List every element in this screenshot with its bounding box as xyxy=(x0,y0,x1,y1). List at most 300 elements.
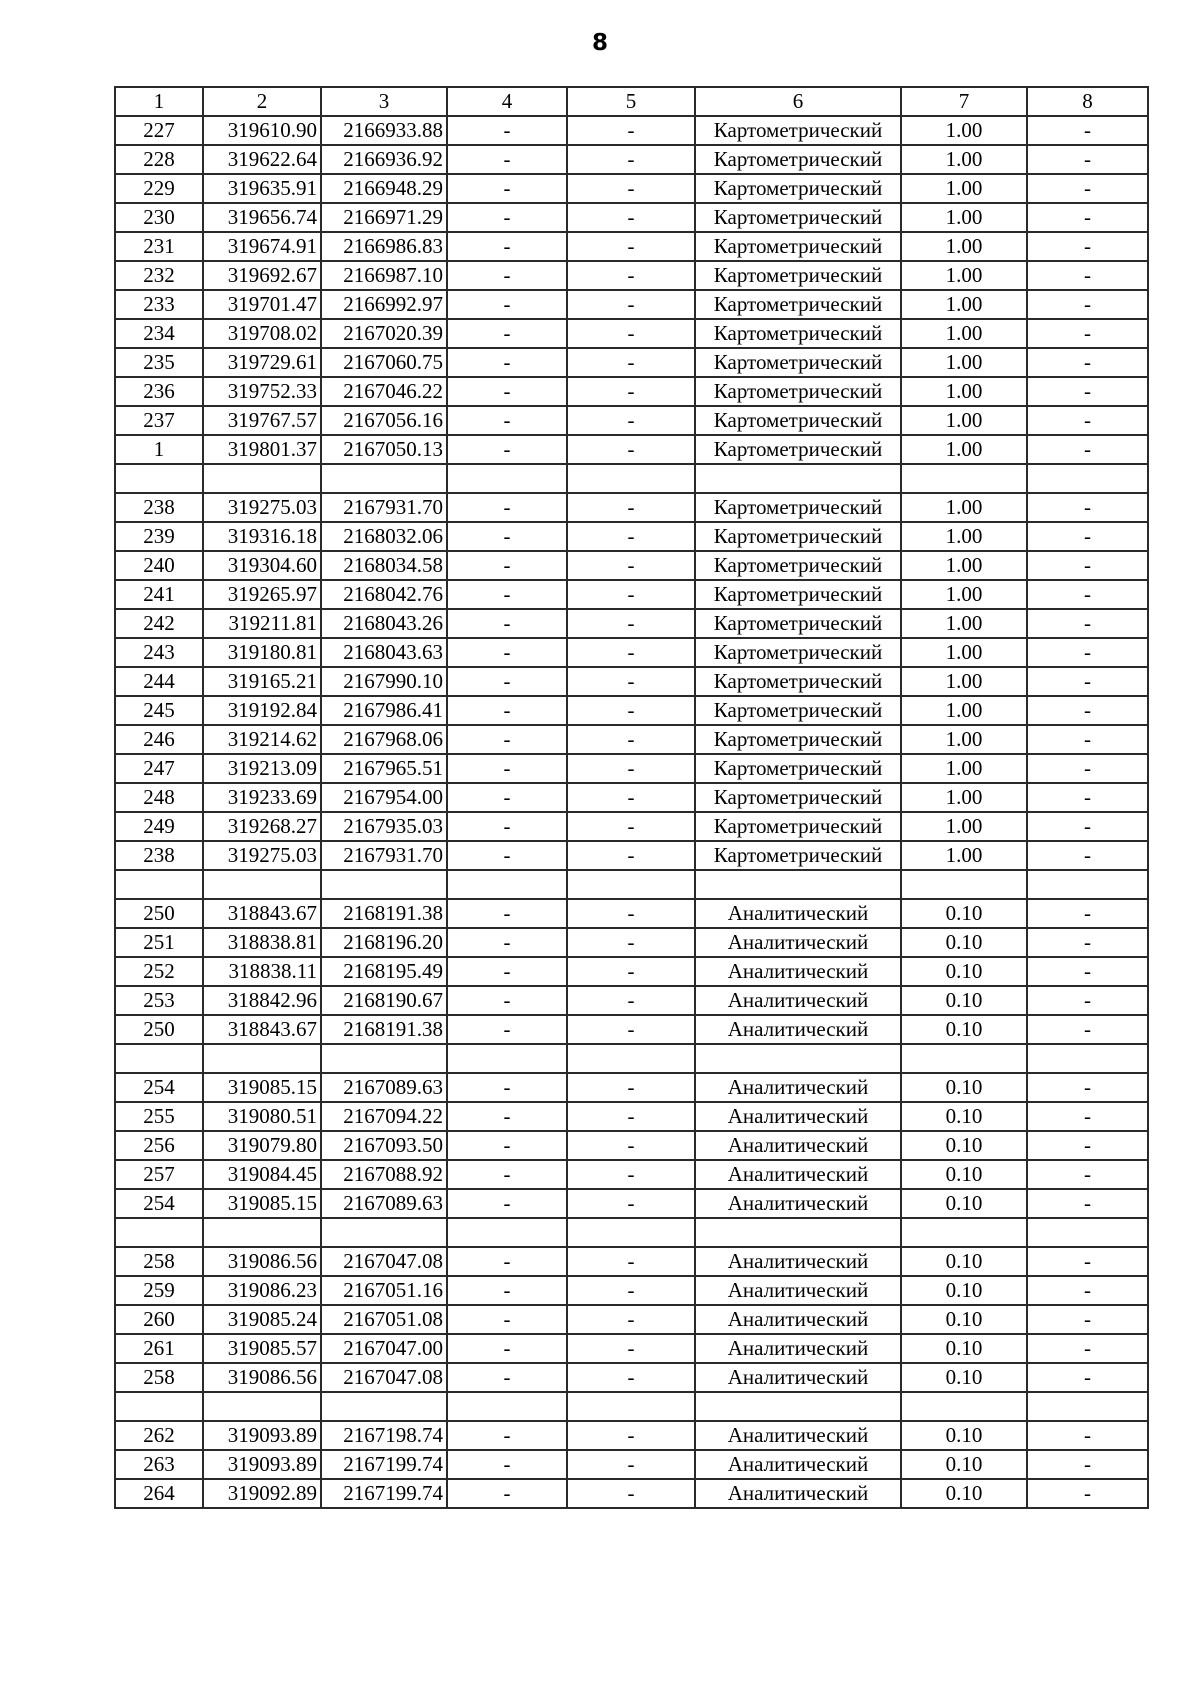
table-row xyxy=(115,1015,1148,1044)
col8-cell: - xyxy=(1027,783,1148,812)
accuracy-cell xyxy=(901,870,1027,899)
col4-cell: - xyxy=(447,435,567,464)
col4-cell: - xyxy=(447,232,567,261)
col8-cell: - xyxy=(1027,1102,1148,1131)
col4-cell: - xyxy=(447,1363,567,1392)
accuracy-cell: 1.00 xyxy=(901,232,1027,261)
col8-cell: - xyxy=(1027,1479,1148,1508)
point-number-cell: 236 xyxy=(115,377,203,406)
col8-cell: - xyxy=(1027,696,1148,725)
col4-cell: - xyxy=(447,1015,567,1044)
col4-cell: - xyxy=(447,174,567,203)
col4-cell: - xyxy=(447,1189,567,1218)
point-number-cell: 239 xyxy=(115,522,203,551)
point-number-cell: 242 xyxy=(115,609,203,638)
col5-cell: - xyxy=(567,754,695,783)
col5-cell: - xyxy=(567,348,695,377)
col4-cell: - xyxy=(447,1334,567,1363)
point-number-cell: 238 xyxy=(115,841,203,870)
col5-cell: - xyxy=(567,203,695,232)
accuracy-cell: 0.10 xyxy=(901,1015,1027,1044)
accuracy-cell: 0.10 xyxy=(901,1450,1027,1479)
x-coordinate-cell: 319622.64 xyxy=(203,145,321,174)
method-cell: Аналитический xyxy=(695,986,901,1015)
col8-cell: - xyxy=(1027,1276,1148,1305)
y-coordinate-cell: 2167965.51 xyxy=(321,754,447,783)
point-number-cell xyxy=(115,870,203,899)
x-coordinate-cell: 319085.15 xyxy=(203,1073,321,1102)
col4-cell: - xyxy=(447,290,567,319)
accuracy-cell: 1.00 xyxy=(901,638,1027,667)
col4-cell: - xyxy=(447,1073,567,1102)
accuracy-cell: 1.00 xyxy=(901,261,1027,290)
table-row xyxy=(115,1131,1148,1160)
table-row xyxy=(115,377,1148,406)
col8-cell xyxy=(1027,1044,1148,1073)
point-number-cell: 233 xyxy=(115,290,203,319)
x-coordinate-cell: 319213.09 xyxy=(203,754,321,783)
accuracy-cell xyxy=(901,464,1027,493)
point-number-cell: 228 xyxy=(115,145,203,174)
x-coordinate-cell: 319192.84 xyxy=(203,696,321,725)
col5-cell: - xyxy=(567,667,695,696)
accuracy-cell: 1.00 xyxy=(901,696,1027,725)
table-row xyxy=(115,464,1148,493)
table-row xyxy=(115,1450,1148,1479)
y-coordinate-cell: 2166986.83 xyxy=(321,232,447,261)
col8-cell xyxy=(1027,1218,1148,1247)
x-coordinate-cell: 319233.69 xyxy=(203,783,321,812)
point-number-cell: 255 xyxy=(115,1102,203,1131)
method-cell: Картометрический xyxy=(695,696,901,725)
table-row xyxy=(115,406,1148,435)
point-number-cell: 244 xyxy=(115,667,203,696)
col8-cell: - xyxy=(1027,957,1148,986)
col4-cell: - xyxy=(447,1421,567,1450)
table-row xyxy=(115,1044,1148,1073)
col5-cell: - xyxy=(567,1334,695,1363)
column-header: 6 xyxy=(695,87,901,116)
point-number-cell: 258 xyxy=(115,1363,203,1392)
table-row xyxy=(115,812,1148,841)
col4-cell: - xyxy=(447,754,567,783)
x-coordinate-cell xyxy=(203,870,321,899)
method-cell: Аналитический xyxy=(695,1247,901,1276)
point-number-cell xyxy=(115,1392,203,1421)
method-cell: Аналитический xyxy=(695,1160,901,1189)
col5-cell: - xyxy=(567,232,695,261)
x-coordinate-cell: 319085.57 xyxy=(203,1334,321,1363)
col5-cell: - xyxy=(567,696,695,725)
col8-cell: - xyxy=(1027,1131,1148,1160)
col5-cell: - xyxy=(567,435,695,464)
accuracy-cell: 1.00 xyxy=(901,609,1027,638)
col8-cell: - xyxy=(1027,116,1148,145)
y-coordinate-cell: 2167968.06 xyxy=(321,725,447,754)
column-header: 4 xyxy=(447,87,567,116)
table-row xyxy=(115,1334,1148,1363)
method-cell: Картометрический xyxy=(695,841,901,870)
y-coordinate-cell: 2168042.76 xyxy=(321,580,447,609)
accuracy-cell: 1.00 xyxy=(901,783,1027,812)
method-cell: Картометрический xyxy=(695,145,901,174)
col4-cell xyxy=(447,870,567,899)
method-cell: Картометрический xyxy=(695,609,901,638)
x-coordinate-cell: 319275.03 xyxy=(203,493,321,522)
accuracy-cell: 0.10 xyxy=(901,1073,1027,1102)
col8-cell xyxy=(1027,1392,1148,1421)
col5-cell: - xyxy=(567,1015,695,1044)
column-header: 2 xyxy=(203,87,321,116)
table-row xyxy=(115,1102,1148,1131)
y-coordinate-cell: 2167020.39 xyxy=(321,319,447,348)
col8-cell: - xyxy=(1027,1015,1148,1044)
method-cell: Картометрический xyxy=(695,348,901,377)
point-number-cell: 251 xyxy=(115,928,203,957)
col5-cell: - xyxy=(567,928,695,957)
x-coordinate-cell: 319085.15 xyxy=(203,1189,321,1218)
col4-cell: - xyxy=(447,551,567,580)
col4-cell: - xyxy=(447,377,567,406)
col8-cell: - xyxy=(1027,348,1148,377)
method-cell xyxy=(695,1218,901,1247)
col5-cell: - xyxy=(567,493,695,522)
accuracy-cell: 0.10 xyxy=(901,899,1027,928)
col5-cell: - xyxy=(567,580,695,609)
col5-cell: - xyxy=(567,551,695,580)
col8-cell: - xyxy=(1027,725,1148,754)
x-coordinate-cell xyxy=(203,464,321,493)
method-cell: Аналитический xyxy=(695,1073,901,1102)
col8-cell: - xyxy=(1027,1450,1148,1479)
table-row xyxy=(115,1073,1148,1102)
col4-cell: - xyxy=(447,638,567,667)
y-coordinate-cell: 2167954.00 xyxy=(321,783,447,812)
method-cell: Аналитический xyxy=(695,1479,901,1508)
col5-cell: - xyxy=(567,812,695,841)
table-row xyxy=(115,551,1148,580)
col5-cell xyxy=(567,1218,695,1247)
col4-cell: - xyxy=(447,667,567,696)
accuracy-cell xyxy=(901,1218,1027,1247)
x-coordinate-cell: 319304.60 xyxy=(203,551,321,580)
y-coordinate-cell: 2167990.10 xyxy=(321,667,447,696)
accuracy-cell: 0.10 xyxy=(901,1160,1027,1189)
y-coordinate-cell: 2167047.08 xyxy=(321,1363,447,1392)
y-coordinate-cell xyxy=(321,464,447,493)
col8-cell: - xyxy=(1027,1189,1148,1218)
x-coordinate-cell: 319701.47 xyxy=(203,290,321,319)
col4-cell: - xyxy=(447,928,567,957)
point-number-cell: 231 xyxy=(115,232,203,261)
accuracy-cell: 1.00 xyxy=(901,725,1027,754)
col4-cell: - xyxy=(447,348,567,377)
accuracy-cell: 0.10 xyxy=(901,1247,1027,1276)
table-row xyxy=(115,116,1148,145)
accuracy-cell: 0.10 xyxy=(901,1479,1027,1508)
col5-cell xyxy=(567,1044,695,1073)
col4-cell: - xyxy=(447,1160,567,1189)
accuracy-cell xyxy=(901,1392,1027,1421)
accuracy-cell: 0.10 xyxy=(901,1305,1027,1334)
y-coordinate-cell: 2167935.03 xyxy=(321,812,447,841)
col5-cell xyxy=(567,464,695,493)
point-number-cell: 263 xyxy=(115,1450,203,1479)
method-cell: Аналитический xyxy=(695,1102,901,1131)
y-coordinate-cell: 2166936.92 xyxy=(321,145,447,174)
col5-cell: - xyxy=(567,116,695,145)
col8-cell: - xyxy=(1027,174,1148,203)
method-cell: Картометрический xyxy=(695,435,901,464)
y-coordinate-cell: 2167060.75 xyxy=(321,348,447,377)
col8-cell: - xyxy=(1027,493,1148,522)
col5-cell: - xyxy=(567,377,695,406)
point-number-cell: 257 xyxy=(115,1160,203,1189)
method-cell: Аналитический xyxy=(695,1421,901,1450)
col5-cell: - xyxy=(567,841,695,870)
table-row xyxy=(115,1305,1148,1334)
method-cell: Аналитический xyxy=(695,1015,901,1044)
col5-cell: - xyxy=(567,261,695,290)
accuracy-cell: 1.00 xyxy=(901,319,1027,348)
table-row xyxy=(115,1421,1148,1450)
table-row xyxy=(115,1218,1148,1247)
y-coordinate-cell: 2167094.22 xyxy=(321,1102,447,1131)
x-coordinate-cell: 319084.45 xyxy=(203,1160,321,1189)
x-coordinate-cell: 319080.51 xyxy=(203,1102,321,1131)
col5-cell: - xyxy=(567,638,695,667)
method-cell: Картометрический xyxy=(695,638,901,667)
table-row xyxy=(115,1479,1148,1508)
col4-cell: - xyxy=(447,319,567,348)
col8-cell: - xyxy=(1027,435,1148,464)
table-row xyxy=(115,609,1148,638)
method-cell: Аналитический xyxy=(695,1450,901,1479)
accuracy-cell: 1.00 xyxy=(901,667,1027,696)
col4-cell xyxy=(447,1044,567,1073)
table-row xyxy=(115,174,1148,203)
col8-cell xyxy=(1027,464,1148,493)
point-number-cell: 234 xyxy=(115,319,203,348)
accuracy-cell xyxy=(901,1044,1027,1073)
method-cell xyxy=(695,464,901,493)
y-coordinate-cell: 2167089.63 xyxy=(321,1189,447,1218)
col4-cell: - xyxy=(447,406,567,435)
col5-cell: - xyxy=(567,1189,695,1218)
col4-cell: - xyxy=(447,725,567,754)
accuracy-cell: 0.10 xyxy=(901,957,1027,986)
col4-cell: - xyxy=(447,261,567,290)
method-cell: Картометрический xyxy=(695,406,901,435)
accuracy-cell: 0.10 xyxy=(901,1189,1027,1218)
method-cell: Картометрический xyxy=(695,174,901,203)
accuracy-cell: 1.00 xyxy=(901,522,1027,551)
col8-cell: - xyxy=(1027,377,1148,406)
accuracy-cell: 1.00 xyxy=(901,290,1027,319)
method-cell: Аналитический xyxy=(695,1363,901,1392)
table-row xyxy=(115,145,1148,174)
table-row xyxy=(115,638,1148,667)
table-row xyxy=(115,1160,1148,1189)
x-coordinate-cell xyxy=(203,1044,321,1073)
col8-cell xyxy=(1027,870,1148,899)
table-row xyxy=(115,261,1148,290)
col5-cell: - xyxy=(567,899,695,928)
header-row xyxy=(115,87,1148,116)
point-number-cell: 245 xyxy=(115,696,203,725)
table-row xyxy=(115,1189,1148,1218)
x-coordinate-cell: 319275.03 xyxy=(203,841,321,870)
col8-cell: - xyxy=(1027,899,1148,928)
y-coordinate-cell: 2167199.74 xyxy=(321,1450,447,1479)
x-coordinate-cell: 319610.90 xyxy=(203,116,321,145)
x-coordinate-cell: 319752.33 xyxy=(203,377,321,406)
y-coordinate-cell: 2168043.26 xyxy=(321,609,447,638)
col8-cell: - xyxy=(1027,812,1148,841)
col4-cell: - xyxy=(447,609,567,638)
column-header: 5 xyxy=(567,87,695,116)
y-coordinate-cell: 2168190.67 xyxy=(321,986,447,1015)
method-cell: Картометрический xyxy=(695,261,901,290)
x-coordinate-cell: 319656.74 xyxy=(203,203,321,232)
table-row xyxy=(115,522,1148,551)
accuracy-cell: 0.10 xyxy=(901,1276,1027,1305)
y-coordinate-cell: 2167088.92 xyxy=(321,1160,447,1189)
col8-cell: - xyxy=(1027,1421,1148,1450)
page-number: 8 xyxy=(591,30,608,56)
col4-cell: - xyxy=(447,1102,567,1131)
method-cell xyxy=(695,1392,901,1421)
table-row xyxy=(115,493,1148,522)
x-coordinate-cell: 319165.21 xyxy=(203,667,321,696)
col4-cell xyxy=(447,1392,567,1421)
col5-cell: - xyxy=(567,1102,695,1131)
point-number-cell: 252 xyxy=(115,957,203,986)
method-cell: Картометрический xyxy=(695,812,901,841)
x-coordinate-cell: 319674.91 xyxy=(203,232,321,261)
col4-cell: - xyxy=(447,696,567,725)
y-coordinate-cell: 2168191.38 xyxy=(321,1015,447,1044)
table-row xyxy=(115,232,1148,261)
table-row xyxy=(115,348,1148,377)
table-row xyxy=(115,957,1148,986)
col8-cell: - xyxy=(1027,1073,1148,1102)
table-row xyxy=(115,435,1148,464)
point-number-cell: 238 xyxy=(115,493,203,522)
method-cell: Картометрический xyxy=(695,551,901,580)
accuracy-cell: 1.00 xyxy=(901,203,1027,232)
table-row xyxy=(115,203,1148,232)
point-number-cell: 259 xyxy=(115,1276,203,1305)
point-number-cell: 240 xyxy=(115,551,203,580)
y-coordinate-cell: 2167986.41 xyxy=(321,696,447,725)
accuracy-cell: 1.00 xyxy=(901,435,1027,464)
y-coordinate-cell: 2168032.06 xyxy=(321,522,447,551)
table-row xyxy=(115,841,1148,870)
x-coordinate-cell xyxy=(203,1218,321,1247)
method-cell: Картометрический xyxy=(695,377,901,406)
col8-cell: - xyxy=(1027,145,1148,174)
accuracy-cell: 1.00 xyxy=(901,812,1027,841)
y-coordinate-cell: 2166971.29 xyxy=(321,203,447,232)
col4-cell: - xyxy=(447,145,567,174)
point-number-cell xyxy=(115,1044,203,1073)
col5-cell: - xyxy=(567,1073,695,1102)
col5-cell: - xyxy=(567,522,695,551)
table-row xyxy=(115,1247,1148,1276)
point-number-cell: 235 xyxy=(115,348,203,377)
x-coordinate-cell: 319180.81 xyxy=(203,638,321,667)
col8-cell: - xyxy=(1027,638,1148,667)
method-cell: Картометрический xyxy=(695,725,901,754)
col8-cell: - xyxy=(1027,928,1148,957)
y-coordinate-cell: 2166948.29 xyxy=(321,174,447,203)
method-cell: Картометрический xyxy=(695,783,901,812)
method-cell: Аналитический xyxy=(695,899,901,928)
y-coordinate-cell: 2166987.10 xyxy=(321,261,447,290)
accuracy-cell: 1.00 xyxy=(901,754,1027,783)
point-number-cell: 258 xyxy=(115,1247,203,1276)
point-number-cell: 237 xyxy=(115,406,203,435)
point-number-cell: 243 xyxy=(115,638,203,667)
x-coordinate-cell: 319085.24 xyxy=(203,1305,321,1334)
point-number-cell: 227 xyxy=(115,116,203,145)
col4-cell: - xyxy=(447,493,567,522)
col4-cell: - xyxy=(447,522,567,551)
accuracy-cell: 1.00 xyxy=(901,116,1027,145)
column-header: 7 xyxy=(901,87,1027,116)
table-row xyxy=(115,696,1148,725)
method-cell: Аналитический xyxy=(695,1305,901,1334)
accuracy-cell: 1.00 xyxy=(901,406,1027,435)
point-number-cell: 254 xyxy=(115,1073,203,1102)
point-number-cell: 253 xyxy=(115,986,203,1015)
table-row xyxy=(115,754,1148,783)
coordinates-table xyxy=(114,86,1149,1509)
point-number-cell: 232 xyxy=(115,261,203,290)
col4-cell xyxy=(447,1218,567,1247)
method-cell: Картометрический xyxy=(695,754,901,783)
column-header: 3 xyxy=(321,87,447,116)
col4-cell: - xyxy=(447,1247,567,1276)
table-row xyxy=(115,899,1148,928)
x-coordinate-cell: 319268.27 xyxy=(203,812,321,841)
col8-cell: - xyxy=(1027,754,1148,783)
x-coordinate-cell: 319729.61 xyxy=(203,348,321,377)
col5-cell: - xyxy=(567,725,695,754)
y-coordinate-cell: 2167046.22 xyxy=(321,377,447,406)
col5-cell: - xyxy=(567,319,695,348)
col5-cell: - xyxy=(567,1276,695,1305)
col5-cell: - xyxy=(567,174,695,203)
accuracy-cell: 1.00 xyxy=(901,551,1027,580)
col5-cell: - xyxy=(567,1131,695,1160)
y-coordinate-cell: 2167198.74 xyxy=(321,1421,447,1450)
column-header: 1 xyxy=(115,87,203,116)
col5-cell: - xyxy=(567,1450,695,1479)
x-coordinate-cell: 319801.37 xyxy=(203,435,321,464)
table-row xyxy=(115,928,1148,957)
method-cell: Картометрический xyxy=(695,232,901,261)
accuracy-cell: 0.10 xyxy=(901,928,1027,957)
x-coordinate-cell: 319079.80 xyxy=(203,1131,321,1160)
col8-cell: - xyxy=(1027,580,1148,609)
col5-cell: - xyxy=(567,1305,695,1334)
col4-cell: - xyxy=(447,1276,567,1305)
col8-cell: - xyxy=(1027,232,1148,261)
col4-cell: - xyxy=(447,812,567,841)
table-row xyxy=(115,319,1148,348)
